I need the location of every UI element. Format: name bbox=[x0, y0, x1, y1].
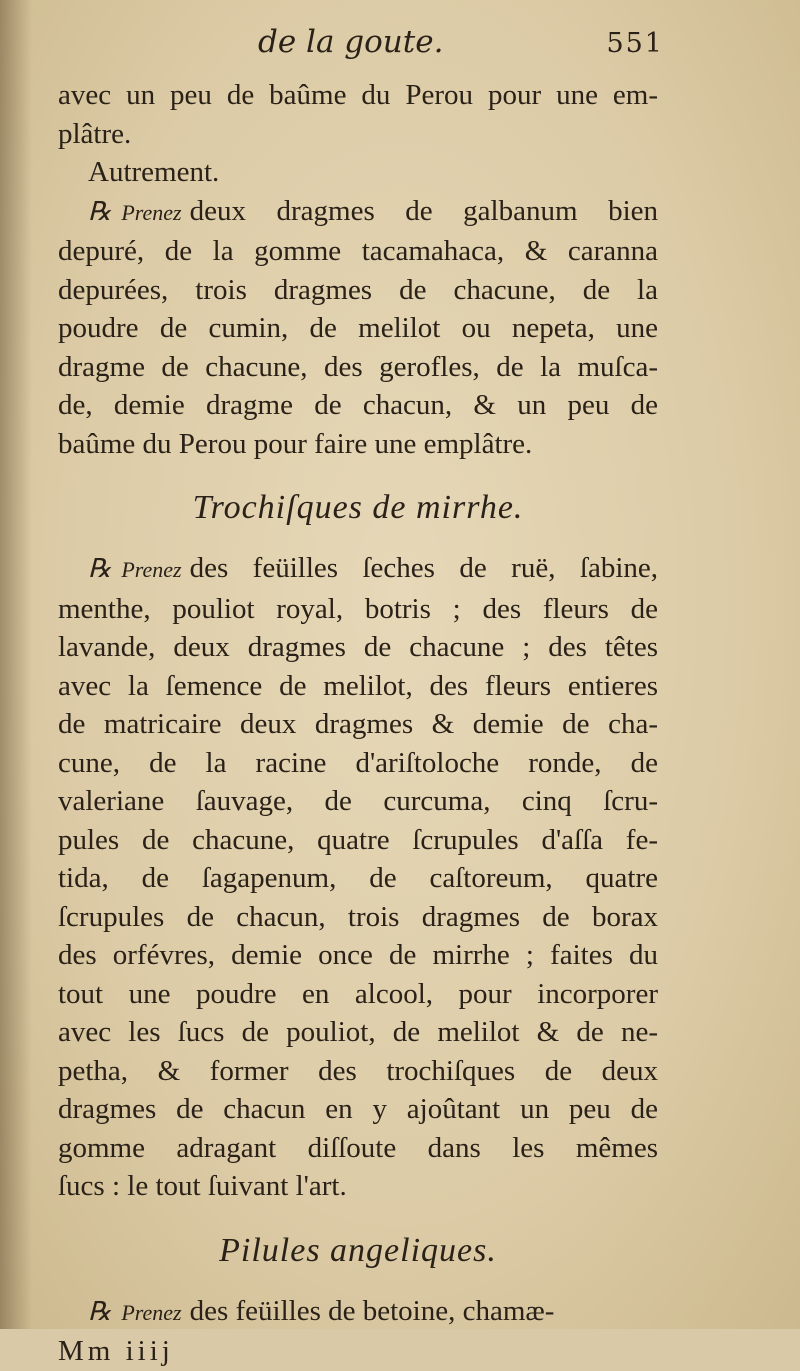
text-line: poudre de cumin, de melilot ou nepeta, une bbox=[58, 312, 658, 344]
running-header bbox=[58, 18, 664, 76]
prenez-label: Prenez bbox=[121, 199, 182, 225]
text-line: des orfévres, demie once de mirrhe ; faites du bbox=[58, 939, 658, 971]
text-line: avec la ſemence de melilot, des fleurs entieres bbox=[58, 669, 658, 702]
text-line: lavande, deux dragmes de chacune ; des têtes bbox=[58, 631, 658, 663]
section-heading-trochisques: Trochiſques de mirrhe. bbox=[192, 489, 524, 526]
text-line: gomme adragant diſſoute dans les mêmes bbox=[58, 1131, 658, 1164]
recipe-symbol-icon: ℞ bbox=[88, 1296, 112, 1326]
prenez-label: Prenez bbox=[121, 1299, 182, 1325]
page-content bbox=[58, 18, 664, 1371]
text-line: de matricaire deux dragmes & demie de cha- bbox=[58, 708, 658, 740]
page-number: 551 bbox=[606, 28, 664, 59]
text-fragment: deux dragmes de galbanum bien bbox=[189, 194, 658, 227]
text-line: depurées, trois dragmes de chacune, de la bbox=[58, 273, 658, 306]
text-fragment: des feüilles de betoine, chamæ- bbox=[189, 1294, 555, 1327]
text-line: ſucs : le tout ſuivant l'art. bbox=[58, 1170, 347, 1202]
signature-mark: Mm iiij bbox=[58, 1335, 174, 1367]
text-line: pules de chacune, quatre ſcrupules d'aſſa fe- bbox=[58, 823, 658, 856]
recipe-first-line bbox=[58, 549, 658, 590]
text-line: petha, & former des trochiſques de deux bbox=[58, 1054, 658, 1087]
spine-shadow bbox=[0, 0, 32, 1329]
text-line: dragmes de chacun en y ajoûtant un peu de bbox=[58, 1093, 658, 1125]
recipe-symbol-icon: ℞ bbox=[88, 196, 112, 226]
text-line: tout une poudre en alcool, pour incorporer bbox=[58, 977, 658, 1010]
section-heading-pilules: Pilules angeliques. bbox=[219, 1231, 497, 1269]
text-line: avec un peu de baûme du Perou pour une em- bbox=[58, 79, 658, 111]
recipe-symbol-icon: ℞ bbox=[88, 554, 112, 583]
text-line: avec les ſucs de pouliot, de melilot & de ne- bbox=[58, 1016, 658, 1048]
text-line: cune, de la racine d'ariſtoloche ronde, de bbox=[58, 746, 658, 779]
text-line: ſcrupules de chacun, trois dragmes de borax bbox=[58, 900, 658, 933]
text-line: baûme du Perou pour faire une emplâtre. bbox=[58, 427, 533, 460]
section-label-autrement: Autrement. bbox=[88, 156, 220, 188]
text-line: depuré, de la gomme tacamahaca, & caranna bbox=[58, 235, 658, 267]
recipe-first-line bbox=[58, 192, 658, 233]
prenez-label: Prenez bbox=[121, 557, 182, 582]
text-line: menthe, pouliot royal, botris ; des fleurs de bbox=[58, 592, 658, 625]
text-line: de, demie dragme de chacun, & un peu de bbox=[58, 389, 658, 421]
text-line: tida, de ſagapenum, de caſtoreum, quatre bbox=[58, 862, 658, 894]
text-line: plâtre. bbox=[58, 117, 132, 150]
recipe-first-line bbox=[58, 1292, 658, 1333]
running-title: de la goute. bbox=[258, 24, 444, 60]
text-line: valeriane ſauvage, de curcuma, cinq ſcru- bbox=[58, 785, 658, 817]
text-line: dragme de chacune, des gerofles, de la muſca- bbox=[58, 350, 658, 383]
text-fragment: des feüilles ſeches de ruë, ſabine, bbox=[189, 552, 658, 584]
